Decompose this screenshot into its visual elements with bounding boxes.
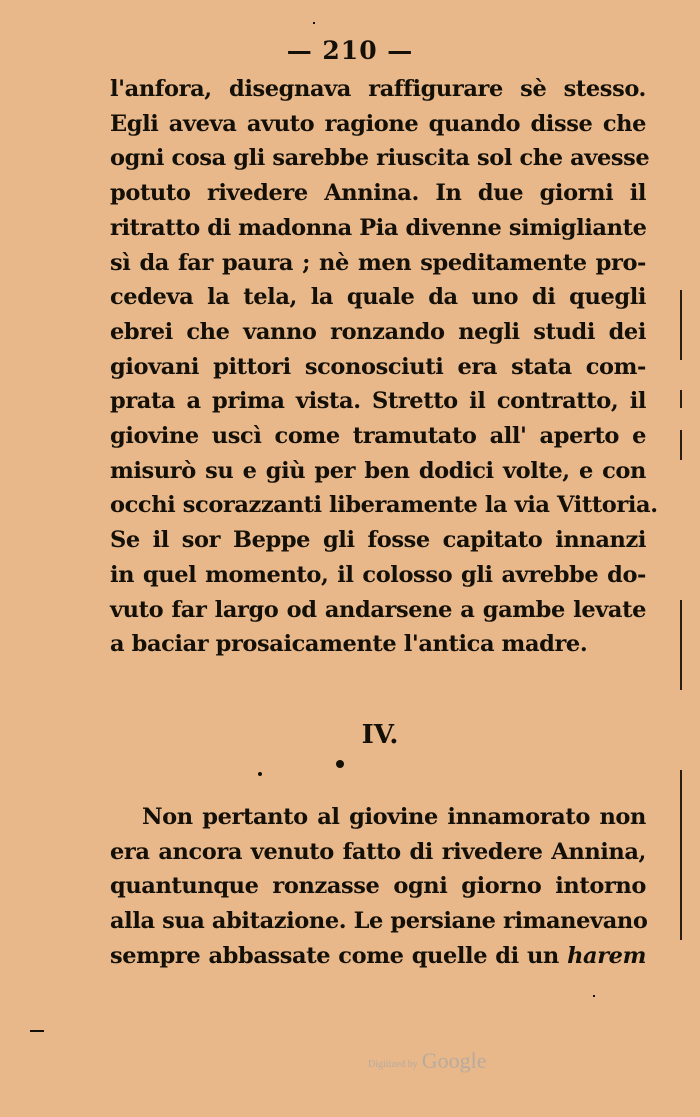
text-line: l'anfora, disegnava raffigurare sè stesso. [110,76,646,102]
margin-tick [30,1030,44,1032]
text-line: Egli aveva avuto ragione quando disse che [110,110,646,137]
page-number: — 210 — [286,36,414,65]
text-line: a baciar prosaicamente l'antica madre. [110,631,588,658]
text-line [110,939,646,974]
text-line: Non pertanto al giovine innamorato non [142,804,646,830]
text-line: in quel momento, il colosso gli avrebbe do- [110,561,646,588]
text-line: giovine uscì come tramutato all' aperto e [110,423,646,450]
ornament-dot-icon [336,760,344,768]
text-line: giovani pittori sconosciuti era stata com- [110,353,646,380]
text-line: ebrei che vanno ronzando negli studi dei [110,318,646,345]
italic-word: harem [567,942,646,969]
text-line: cedeva la tela, la quale da uno di quegli [110,284,646,311]
text-line: ogni cosa gli sarebbe riuscita sol che avesse [110,145,650,172]
text-line: alla sua abitazione. Le persiane rimanevano [110,908,648,935]
section-heading: IV. [361,720,399,750]
ink-speck [593,995,595,997]
margin-mark [680,430,682,460]
text-line: quantunque ronzasse ogni giorno intorno [110,873,646,900]
ink-speck [258,772,262,776]
margin-mark [680,290,682,360]
margin-mark [680,770,682,940]
google-logo: Google [421,1048,487,1073]
ink-speck [313,22,315,24]
paragraph-2 [110,800,646,974]
text-line: era ancora venuto fatto di rivedere Annina, [110,838,646,865]
text-line: vuto far largo od andarsene a gambe levate [110,596,646,623]
margin-mark [680,390,682,408]
text-line: ritratto di madonna Pia divenne simigliante [110,214,647,241]
text-line: misurò su e giù per ben dodici volte, e con [110,457,646,484]
text-line: prata a prima vista. Stretto il contratto, il [110,388,646,415]
digitized-by-google-watermark [368,1048,486,1074]
text-line: Se il sor Beppe gli fosse capitato innanzi [110,527,646,554]
paragraph-1 [110,72,658,662]
margin-mark [680,600,682,690]
watermark-prefix: Digitized by [368,1058,418,1070]
text-line: occhi scorazzanti liberamente la via Vittoria. [110,492,658,519]
text-line: potuto rivedere Annina. In due giorni il [110,180,646,207]
text-line: sì da far paura ; nè men speditamente pro- [110,249,646,276]
text-line-body: sempre abbassate come quelle di un [110,942,568,969]
